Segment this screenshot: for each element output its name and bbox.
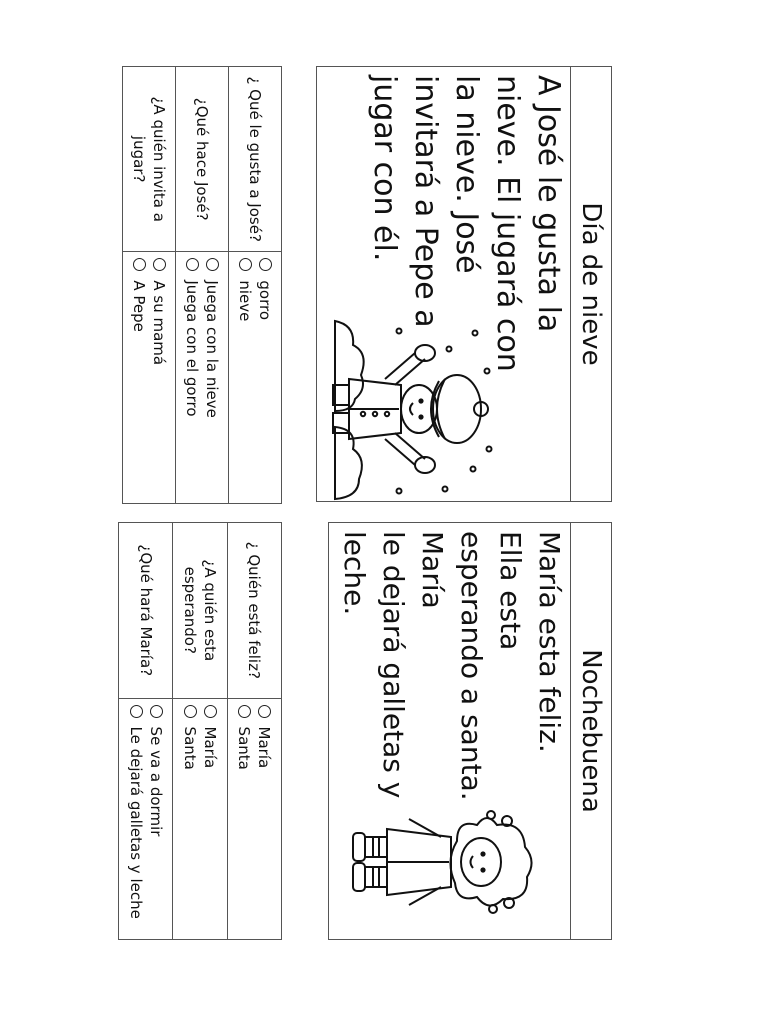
answer-options [173,698,227,939]
answer-option[interactable]: gorro [255,258,275,497]
answer-option[interactable]: Santa [234,705,254,933]
radio-bubble-icon[interactable] [150,705,163,718]
radio-bubble-icon[interactable] [186,258,199,271]
radio-bubble-icon[interactable] [259,258,272,271]
question-text: ¿Qué hace José? [176,67,229,252]
answer-option[interactable]: María [200,705,220,933]
card-title: Día de nieve [570,67,611,501]
answer-options [176,252,229,504]
table-row [119,523,173,940]
story-text: A José le gusta la nieve. El jugará con la nieve. José invitará a Pepe a jugar con él. [367,75,566,372]
child-in-snow-illustration [325,319,495,503]
table-row [123,67,176,504]
answer-option[interactable]: María [254,705,274,933]
answer-option[interactable]: Se va a dormir [146,705,166,933]
answer-options [123,252,176,504]
radio-bubble-icon[interactable] [184,705,197,718]
answer-options [229,252,282,504]
answer-option[interactable]: Le dejará galletas y leche [126,705,146,933]
story-box [316,66,612,502]
table-row [227,523,281,940]
answer-option[interactable]: Santa [180,705,200,933]
radio-bubble-icon[interactable] [133,258,146,271]
answer-option[interactable]: A su mamá [149,258,169,497]
answer-option[interactable]: Juega con la nieve [202,258,222,497]
radio-bubble-icon[interactable] [239,258,252,271]
radio-bubble-icon[interactable] [258,705,271,718]
table-row [176,67,229,504]
answer-option[interactable]: A Pepe [129,258,149,497]
answer-option[interactable]: nieve [235,258,255,497]
question-text: ¿A quién invita a jugar? [123,67,176,252]
card-title: Nochebuena [570,523,611,939]
radio-bubble-icon[interactable] [130,705,143,718]
answer-options [227,698,281,939]
question-text: ¿ Qué le gusta a José? [229,67,282,252]
table-row [173,523,227,940]
question-text: ¿ Quién está feliz? [227,523,281,699]
question-text: ¿Qué hará María? [119,523,173,699]
table-row [229,67,282,504]
answer-options [119,698,173,939]
radio-bubble-icon[interactable] [204,705,217,718]
radio-bubble-icon[interactable] [206,258,219,271]
radio-bubble-icon[interactable] [238,705,251,718]
questions-table [118,522,282,940]
question-text: ¿A quién esta esperando? [173,523,227,699]
questions-table [122,66,282,504]
answer-option[interactable]: Juega con el gorro [182,258,202,497]
girl-illustration [337,785,537,935]
radio-bubble-icon[interactable] [153,258,166,271]
story-box [328,522,612,940]
story-text: María esta feliz. Ella esta esperando a santa. María le dejará galletas y leche. [338,531,566,801]
